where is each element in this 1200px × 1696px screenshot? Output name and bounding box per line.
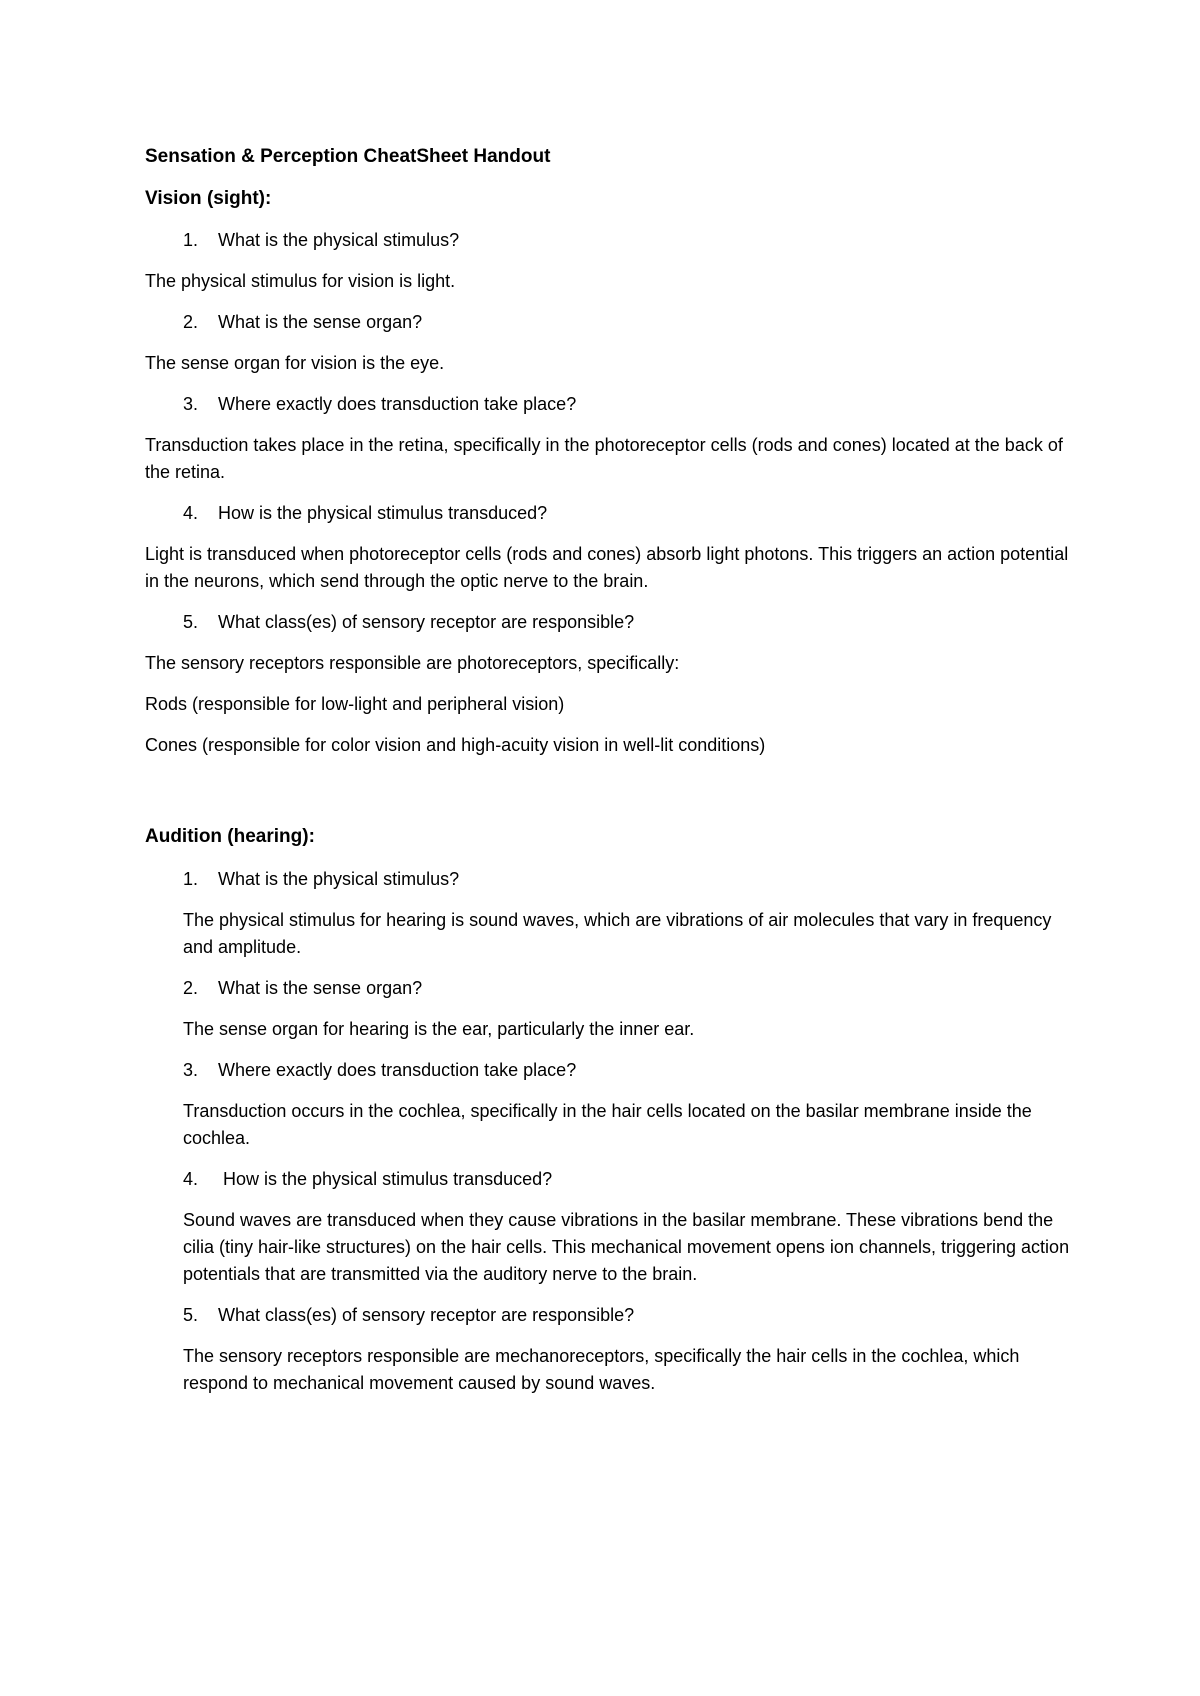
section-audition bbox=[145, 823, 1070, 1397]
question-item bbox=[183, 309, 1070, 336]
question-number: 3. bbox=[183, 1059, 199, 1080]
question-item bbox=[183, 500, 1070, 527]
answer-text: The sensory receptors responsible are photoreceptors, specifically: bbox=[145, 653, 680, 673]
answer-text: The physical stimulus for hearing is sound waves, which are vibrations of air molecules that vary in frequency and amplitude. bbox=[183, 909, 1052, 957]
answer-text: The sensory receptors responsible are mechanoreceptors, specifically the hair cells in the cochlea, which respond to mechanical movement caused by sound waves. bbox=[183, 1345, 1020, 1393]
answer-text: Sound waves are transduced when they cause vibrations in the basilar membrane. These vibrations bend the cilia (tiny hair-like structures) on the hair cells. This mechanical movement opens ion channels, triggering action potentials that are transmitted via the auditory nerve to the brain. bbox=[183, 1209, 1070, 1284]
question-number: 4. bbox=[183, 503, 199, 523]
section-spacer bbox=[145, 773, 1070, 823]
section-heading-audition: Audition (hearing): bbox=[145, 826, 315, 847]
question-item bbox=[183, 975, 1070, 1002]
question-item bbox=[183, 1302, 1070, 1329]
document-title: Sensation & Perception CheatSheet Handout bbox=[145, 146, 551, 167]
question-item bbox=[183, 227, 1070, 254]
section-heading-vision: Vision (sight): bbox=[145, 187, 272, 209]
question-text: What is the sense organ? bbox=[218, 977, 423, 998]
answer-text-cones: Cones (responsible for color vision and high-acuity vision in well-lit conditions) bbox=[145, 735, 766, 755]
question-text: What class(es) of sensory receptor are responsible? bbox=[218, 1304, 635, 1325]
question-number: 5. bbox=[183, 612, 199, 632]
answer-text: The sense organ for hearing is the ear, particularly the inner ear. bbox=[183, 1018, 695, 1039]
answer-text: Transduction occurs in the cochlea, specifically in the hair cells located on the basilar membrane inside the cochlea. bbox=[183, 1100, 1032, 1148]
question-number: 4. bbox=[183, 1168, 199, 1189]
section-vision bbox=[145, 185, 1070, 760]
question-item bbox=[183, 866, 1070, 893]
answer-text: Light is transduced when photoreceptor cells (rods and cones) absorb light photons. This triggers an action potential in the neurons, which send through the optic nerve to the brain. bbox=[145, 544, 1069, 591]
question-text: What is the sense organ? bbox=[218, 312, 423, 332]
answer-text: Transduction takes place in the retina, specifically in the photoreceptor cells (rods and cones) located at the back of the retina. bbox=[145, 435, 1063, 482]
question-text: Where exactly does transduction take place? bbox=[218, 394, 577, 414]
question-number: 1. bbox=[183, 868, 199, 889]
question-text: How is the physical stimulus transduced? bbox=[223, 1168, 553, 1189]
question-text: What is the physical stimulus? bbox=[218, 868, 460, 889]
question-number: 2. bbox=[183, 977, 199, 998]
question-item bbox=[183, 391, 1070, 418]
question-number: 5. bbox=[183, 1304, 199, 1325]
document-body bbox=[145, 143, 1070, 1411]
answer-text-rods: Rods (responsible for low-light and peripheral vision) bbox=[145, 694, 565, 714]
question-number: 3. bbox=[183, 394, 199, 414]
answer-text: The sense organ for vision is the eye. bbox=[145, 353, 445, 373]
question-item bbox=[183, 1057, 1070, 1084]
question-text: What is the physical stimulus? bbox=[218, 230, 460, 250]
question-text: Where exactly does transduction take place? bbox=[218, 1059, 577, 1080]
question-item bbox=[183, 609, 1070, 636]
question-text: What class(es) of sensory receptor are responsible? bbox=[218, 612, 635, 632]
question-number: 1. bbox=[183, 230, 199, 250]
question-text: How is the physical stimulus transduced? bbox=[218, 503, 548, 523]
question-number: 2. bbox=[183, 312, 199, 332]
question-item bbox=[183, 1166, 1070, 1193]
answer-text: The physical stimulus for vision is light. bbox=[145, 271, 456, 291]
